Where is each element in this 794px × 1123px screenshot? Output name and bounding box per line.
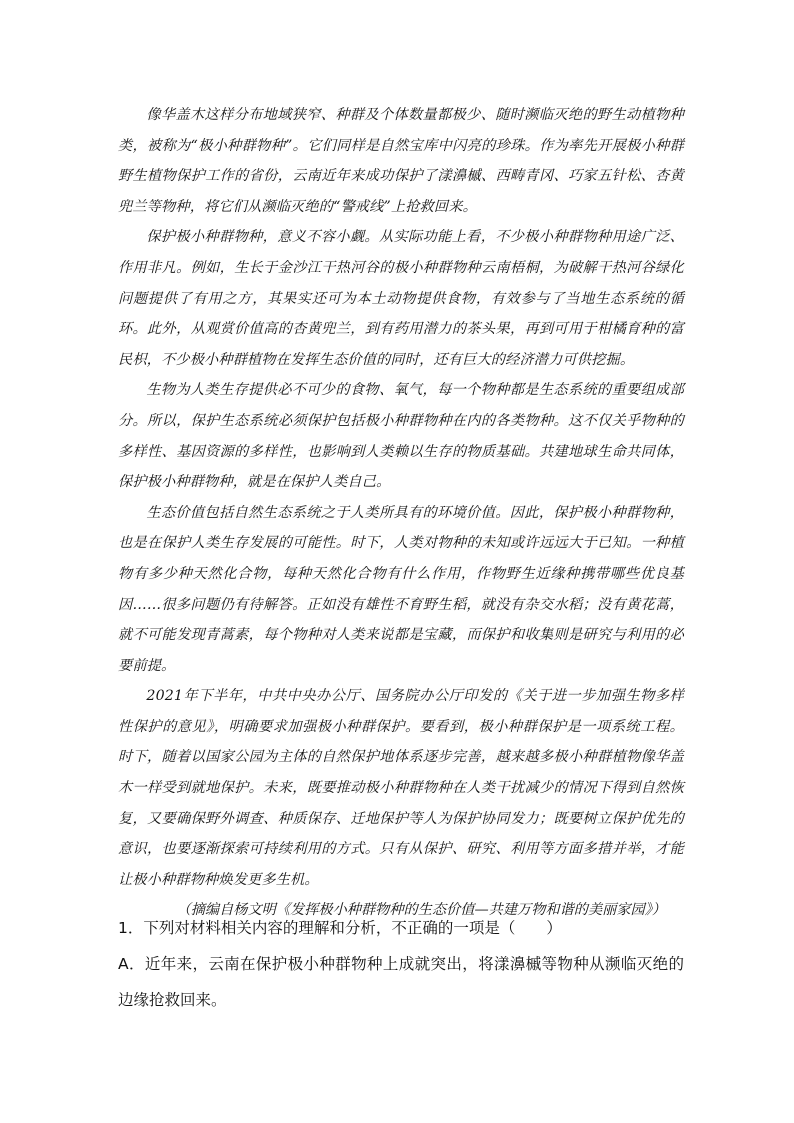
paragraph-2: 保护极小种群物种，意义不容小觑。从实际功能上看，不少极小种群物种用途广泛、作用非凡。例如，生长于金沙江干热河谷的极小种群物种云南梧桐，为破解干热河谷绿化问题提供了有用之方，其果实还可为本土动物提供食物，有效参与了当地生态系统的循环。此外，从观赏价值高的杏黄兜兰，到有药用潜力的茶头果，再到可用于柑橘育种的富民枳，不少极小种群植物在发挥生态价值的同时，还有巨大的经济潜力可供挖掘。: [118, 229, 684, 368]
question-section: [118, 910, 684, 1018]
question-1-option-a: A．近年来，云南在保护极小种群物种上成就突出，将漾濞槭等物种从濒临灭绝的边缘抢救回来。: [118, 955, 684, 1009]
paragraph-5: 2021年下半年，中共中央办公厅、国务院办公厅印发的《关于进一步加强生物多样性保护的意见》，明确要求加强极小种群保护。要看到，极小种群保护是一项系统工程。时下，随着以国家公园为主体的自然保护地体系逐步完善，越来越多极小种群植物像华盖木一样受到就地保护。未来，既要推动极小种群物种在人类干扰减少的情况下得到自然恢复，又要确保野外调查、种质保存、迁地保护等人为保护协同发力；既要树立保护优先的意识，也要逐渐探索可持续利用的方式。只有从保护、研究、利用等方面多措并举，才能让极小种群物种焕发更多生机。: [118, 688, 684, 888]
paragraph-4: 生态价值包括自然生态系统之于人类所具有的环境价值。因此，保护极小种群物种，也是在保护人类生存发展的可能性。时下，人类对物种的未知或许远远大于已知。一种植物有多少种天然化合物，每种天然化合物有什么作用，作物野生近缘种携带哪些优良基因……很多问题仍有待解答。正如没有雄性不育野生稻，就没有杂交水稻；没有黄花蒿，就不可能发现青蒿素，每个物种对人类来说都是宝藏，而保护和收集则是研究与利用的必要前提。: [118, 504, 684, 674]
article-source: （摘编自杨文明《发挥极小种群物种的生态价值—共建万物和谐的美丽家园》）: [176, 902, 666, 919]
article-body: [118, 100, 684, 926]
question-1-stem: 1．下列对材料相关内容的理解和分析，不正确的一项是（ ）: [118, 919, 562, 937]
paragraph-1: 像华盖木这样分布地域狭窄、种群及个体数量都极少、随时濒临灭绝的野生动植物种类，被称为“极小种群物种”。它们同样是自然宝库中闪亮的珍珠。作为率先开展极小种群野生植物保护工作的省份，云南近年来成功保护了漾濞槭、西畴青冈、巧家五针松、杏黄兜兰等物种，将它们从濒临灭绝的“警戒线”上抢救回来。: [118, 107, 684, 215]
paragraph-3: 生物为人类生存提供必不可少的食物、氧气，每一个物种都是生态系统的重要组成部分。所以，保护生态系统必须保护包括极小种群物种在内的各类物种。这不仅关乎物种的多样性、基因资源的多样性，也影响到人类赖以生存的物质基础。共建地球生命共同体，保护极小种群物种，就是在保护人类自己。: [118, 382, 684, 491]
